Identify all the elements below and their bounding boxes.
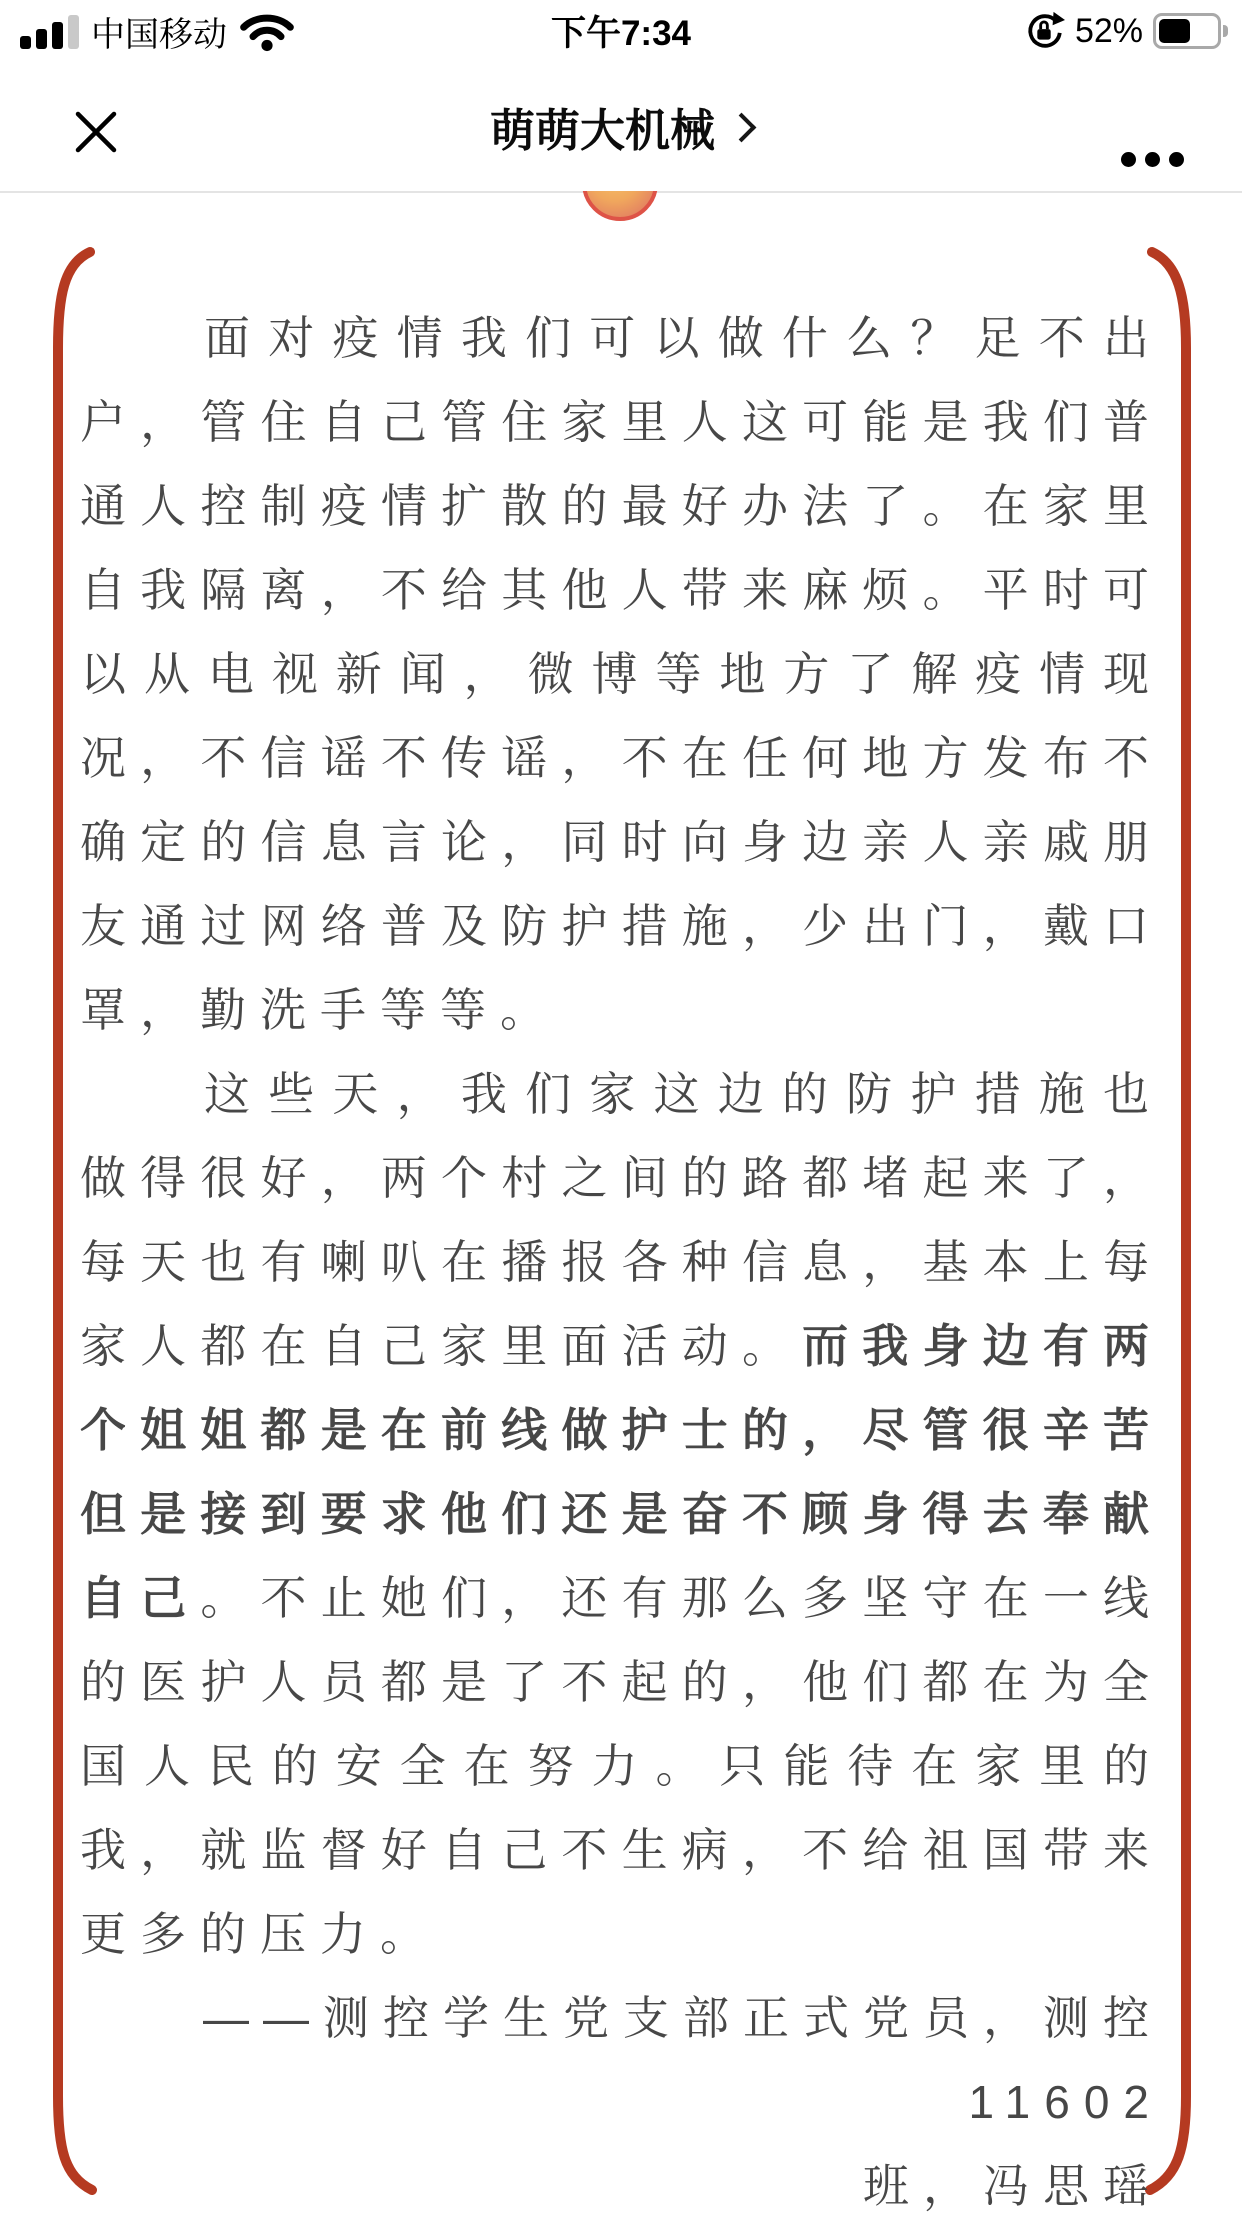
chevron-right-icon <box>727 113 757 143</box>
battery-percent-label: 52% <box>1074 11 1143 50</box>
article-paragraph <box>80 296 1163 1052</box>
page-title: 萌萌大机械 <box>489 105 715 156</box>
nav-bar <box>0 62 1242 191</box>
signature-line-2: 班，冯思瑶 <box>863 2160 1163 2212</box>
orange-circle-sticker <box>582 191 658 221</box>
article-run: 面对疫情我们可以做什么？足不出户，管住自己管住家里人这可能是我们普通人控制疫情扩散的最好办法了。在家里自我隔离，不给其他人带来麻烦。平时可以从电视新闻，微博等地方了解疫情现况，不信谣不传谣，不在任何地方发布不确定的信息言论，同时向身边亲人亲戚朋友通过网络普及防护措施，少出门，戴口罩，勤洗手等等。 <box>80 312 1163 1036</box>
sticker-peek <box>582 191 660 224</box>
article-run-bold: 而我身边有两个姐姐都是在前线做护士的，尽管很辛苦但是接到要求他们还是奋不顾身得去奉献自己 <box>80 1320 1164 1624</box>
signature-line-1: ——测控学生党支部正式党员，测控11602 <box>203 1992 1163 2128</box>
orientation-lock-icon <box>1023 10 1065 52</box>
carrier-label: 中国移动 <box>91 15 227 54</box>
wifi-icon <box>239 9 295 53</box>
article-run: 。不止她们，还有那么多坚守在一线的医护人员都是了不起的，他们都在为全国人民的安全在努力。只能待在家里的我，就监督好自己不生病，不给祖国带来更多的压力。 <box>80 1572 1164 1960</box>
account-title-button[interactable] <box>0 62 1242 191</box>
battery-icon <box>1153 13 1228 49</box>
status-right-group <box>1023 10 1242 52</box>
article-paragraph <box>80 1052 1163 1976</box>
ellipsis-icon <box>1121 152 1136 167</box>
more-button[interactable] <box>1121 152 1184 167</box>
article-run: 这些天，我们家这边的防护措施也做得很好，两个村之间的路都堵起来了，每天也有喇叭在播报各种信息，基本上每家人都在自己家里面活动。 <box>80 1068 1163 1372</box>
article-text <box>80 296 1163 2228</box>
article-paragraphs <box>80 296 1163 1976</box>
clock-label: 下午7:34 <box>550 14 692 53</box>
